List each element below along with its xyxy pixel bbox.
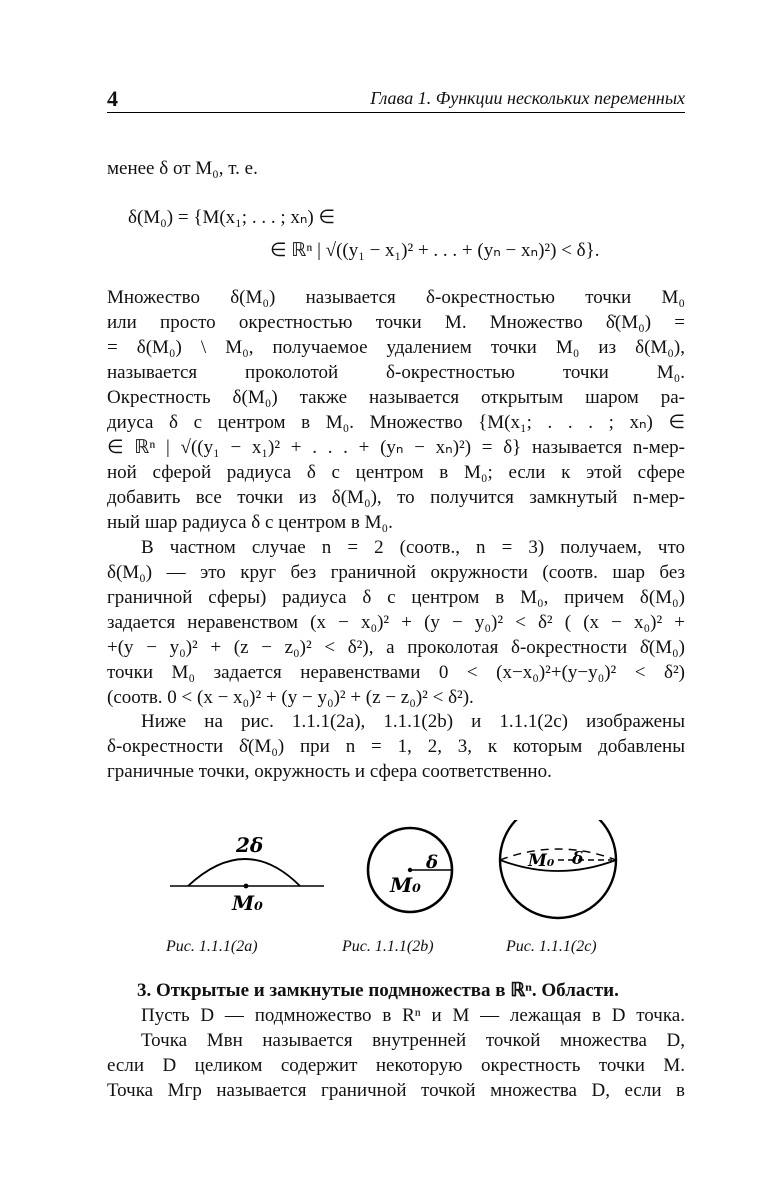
text-line: Множество δ(M₀) называется δ-окрестностью точки M₀ — [107, 287, 685, 308]
two-delta-label: 2δ — [236, 833, 264, 857]
figure-2c-sphere — [500, 820, 616, 918]
center-label-c: M₀ — [528, 851, 555, 871]
section-open-closed-sets — [107, 978, 685, 1103]
text-line: ный шар радиуса δ с центром в M₀. — [107, 512, 393, 533]
delta-label-b: δ — [426, 852, 439, 873]
intro-line — [107, 156, 685, 181]
text-line: менее δ от M₀, т. е. — [107, 158, 258, 179]
text-line: Пусть D — подмножество в Rⁿ и M — лежащая в D точка. — [141, 1005, 685, 1026]
text-line: граничные точки, окружность и сфера соответственно. — [107, 761, 552, 782]
figure-2a-interval — [170, 833, 324, 915]
text-line: ной сферой радиуса δ с центром в M₀; если к этой сфере — [107, 462, 685, 483]
text-line: +(y − y₀)² + (z − z₀)² < δ²), а проколотая δ-окрестности δ̇(M₀) — [107, 637, 685, 658]
text-line: Окрестность δ(M₀) также называется открытым шаром ра- — [107, 387, 685, 408]
formula-line-2: ∈ ℝⁿ | √((y₁ − x₁)² + . . . + (yₙ − xₙ)²) < δ}. — [270, 240, 600, 261]
equator-back — [500, 849, 616, 860]
text-line: Точка Mгр называется граничной точкой множества D, если в — [107, 1080, 685, 1101]
page-number: 4 — [107, 86, 118, 111]
formula-line-1: δ(M₀) = {M(x₁; . . . ; xₙ) ∈ — [128, 207, 336, 228]
text-line: Ниже на рис. 1.1.1(2a), 1.1.1(2b) и 1.1.1(2c) изображены — [141, 711, 685, 732]
center-label-b: M₀ — [390, 873, 421, 897]
caption-2b: Рис. 1.1.1(2b) — [342, 938, 434, 955]
center-point — [408, 868, 412, 872]
paragraph-figures-intro — [107, 709, 685, 784]
text-line: ∈ ℝⁿ | √((y₁ − x₁)² + . . . + (yₙ − xₙ)²) = δ} называется n-мер- — [107, 437, 685, 458]
section-title: 3. Открытые и замкнутые подмножества в ℝⁿ. Области. — [137, 980, 619, 1001]
text-line: задается неравенством (x − x₀)² + (y − y₀)² < δ² ( (x − x₀)² + — [107, 612, 685, 633]
center-label-a: M₀ — [232, 891, 263, 915]
text-line: добавить все точки из δ(M₀), то получится замкнутый n-мер- — [107, 487, 685, 508]
center-point — [244, 884, 249, 889]
text-line: Точка Mвн называется внутренней точкой множества D, — [141, 1030, 685, 1051]
text-line: диуса δ с центром в M₀. Множество {M(x₁; . . . ; xₙ) ∈ — [107, 412, 685, 433]
text-line: если D целиком содержит некоторую окрестность точки M. — [107, 1055, 685, 1076]
text-line: В частном случае n = 2 (соотв., n = 3) получаем, что — [141, 537, 685, 558]
text-line: или просто окрестностью точки M. Множество δ̇(M₀) = — [107, 312, 685, 333]
paragraph-neighborhood — [107, 285, 685, 535]
text-line: = δ(M₀) \ M₀, получаемое удалением точки M₀ из δ(M₀), — [107, 337, 685, 358]
caption-2a: Рис. 1.1.1(2a) — [166, 938, 258, 955]
text-line: точки M₀ задается неравенствами 0 < (x−x₀)²+(y−y₀)² < δ²) — [107, 662, 685, 683]
delta-label-c: δ — [572, 849, 584, 869]
text-line: граничной сферы) радиуса δ с центром в M₀, причем δ(M₀) — [107, 587, 685, 608]
caption-2c: Рис. 1.1.1(2c) — [506, 938, 597, 955]
paragraph-special-case — [107, 535, 685, 710]
equator-front — [500, 860, 616, 871]
text-line: называется проколотой δ-окрестностью точки M₀. — [107, 362, 685, 383]
text-line: (соотв. 0 < (x − x₀)² + (y − y₀)² + (z − z₀)² < δ²). — [107, 687, 474, 708]
text-line: δ-окрестности δ̇(M₀) при n = 1, 2, 3, к которым добавлены — [107, 736, 685, 757]
page-header — [107, 86, 685, 113]
sphere-outline — [500, 820, 616, 918]
running-title: Глава 1. Функции нескольких переменных — [370, 88, 685, 108]
delta-arc — [188, 859, 300, 886]
figure-2b-disk — [368, 828, 452, 912]
text-line: δ(M₀) — это круг без граничной окружности (соотв. шар без — [107, 562, 685, 583]
